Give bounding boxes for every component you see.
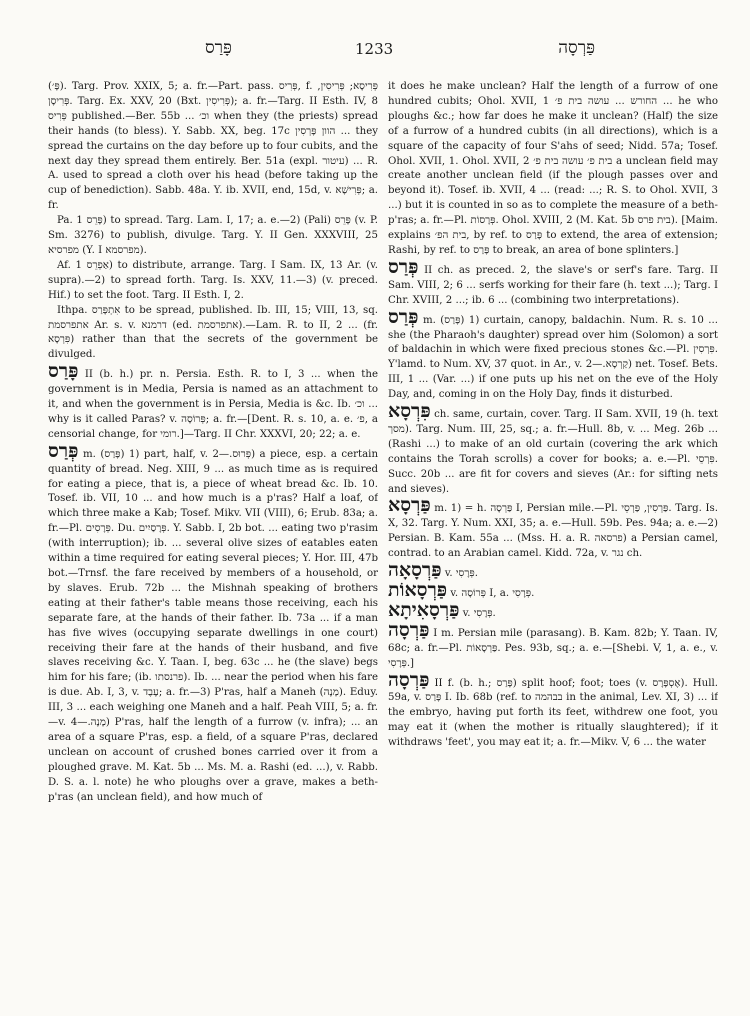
- entry-parsah-i: [388, 618, 718, 672]
- entry-peras-curtain: [388, 305, 718, 403]
- headword: פַּרְסָאָה: [388, 559, 442, 582]
- headword: פַּרְסָאוֹת: [388, 579, 448, 601]
- entry-paras-ii: [48, 360, 378, 443]
- entry-peras-ch: [388, 255, 718, 309]
- headword: פְּרַס: [48, 439, 79, 462]
- entry-parsah-ii: [388, 668, 718, 752]
- entry-text: II ch. as preced. 2, the slave's or serf's fare. Targ. II Sam. VIII, 2; 6 ... serfs working for their fare (h. text ...); Targ. I Chr. XVIII, 2 ...; ib. 6 ... (combining two interpretations).: [388, 264, 718, 306]
- entry-text: v. פְּרָסִי.: [462, 607, 496, 619]
- headword: פַּרְסָאִיתָא: [388, 598, 460, 621]
- entry-pirsa: [388, 400, 718, 497]
- entry-continuation: (פָּ׳). Targ. Prov. XXIX, 5; a. fr.—Part. pass. פְּרִיס, f. פְּרִיסָא; פְּרִיסִין, פְּרִיסָן. Targ. Ex. XXV, 20 (Bxt. פְּרִיסִין); a. fr.—Targ. II Esth. IV, 8 פְּרִיס published.—Ber. 55b ... וכ׳ when they (the priests) spread their hands (to bless). Y. Sabb. XX, beg. 17c הוון פָּרְסִין ... they spread the curtains on the day before up to four cubits, and the next day they spread them entirely. Ber. 51a (expl. עיטור) ... R. A. used to spread a cloth over his head (before taking up the cup of benediction). Sabb. 48a. Y. ib. XVII, end, 15d, v. פְּרִישָׁא; a. fr.: [48, 81, 378, 212]
- headword: פְּרַס: [388, 255, 419, 278]
- entry-text: v. פְּרָסִי.: [444, 568, 478, 580]
- running-head-right: פַּרְסָה: [558, 38, 595, 58]
- left-column: [48, 80, 378, 1005]
- entry-continuation: it does he make unclean? Half the length of a furrow of one hundred cubits; Ohol. XVII, 1 החורש ... עושה בית פ׳ ... he who ploughs &c.; how far does he make it unclean? (Half) the size of a furrow of a hundred cubits (in all directions), which is a square of the capacity of four S'ahs of seed; Nidd. 57a; Tosef. Ohol. XVII, 1. Ohol. XVII, 2 בית פ׳ עושה בית פ׳ a unclean field may create another unclean field (if the plough passes over and beyond it). Tosef. ib. XVII, 4 ... (read: ...; R. S. to Ohol. XVII, 3 ...) but it is counted in so as to complete the measure of a beth-p'ras; a. fr.—Pl. פְּרָסוֹת. Ohol. XVIII, 2 (M. Kat. 5b בית פרס). [Maim. explains בית הפ׳, by ref. to פָּרַס to extend, the area of extension; Rashi, by ref. to פָּרַס to break, an area of bone splinters.]: [388, 81, 718, 256]
- headword: פַּרְסָא: [388, 494, 431, 517]
- entry-text: ch. same, curtain, cover. Targ. II Sam. XVII, 19 (h. text מסך). Targ. Num. III, 25, sq.; a. fr.—Hull. 8b, v. ... Meg. 26b ... (Rashi ...) to make of an old curtain (covering the ark which contains the Torah scrolls) a cover for books; a. e.—Pl. פִּרְסֵי. Succ. 20b ... are fit for covers and sieves (Ar.: for sifting nets and sieves).: [388, 409, 718, 495]
- entry-text: I m. Persian mile (parasang). B. Kam. 82b; Y. Taan. IV, 68c; a. fr.—Pl. פַּרְסָאוֹת. Pes. 93b, sq.; a. e.—[Shebi. V, 1, a. e., v. פְּרָסִי.]: [388, 627, 718, 669]
- headword: פָּרַס: [48, 360, 79, 383]
- headword: פַּרְסָה: [388, 668, 430, 691]
- entry-text: m. 1) = h. פַּרְסָה I, Persian mile.—Pl. פַּרְסִין, פַּרְסֵי. Targ. Is. X, 32. Targ. Y. Num. XXI, 35; a. e.—Hull. 59b. Pes. 94a; a. e.—2) Persian. B. Kam. 55a ... (Mss. H. a. R. פרסאה) a Persian camel, contrad. to an Arabian camel. Kidd. 72a, v. נגר ch.: [388, 503, 718, 560]
- right-column: [388, 80, 718, 1005]
- entry-text: v. פְּרוֹסָה I, a. פְּרָסִי.: [450, 588, 535, 599]
- page-header: [55, 38, 695, 68]
- entry-text: II (b. h.) pr. n. Persia. Esth. R. to I, 3 ... when the government is in Media, Persia is named as an attachment to it, and when the government is in Persia, Media is &c. Ib. וכ׳ ... why is it called Paras? v. פְּרוֹסָה; a. fr.—[Dent. R. s. 10, a. e. פ׳, a censorial change, for רומי.]—Targ. II Chr. XXXVI, 20; 22; a. e.: [48, 369, 378, 440]
- entry-peras: [48, 439, 378, 806]
- entry-text: m. (פָּרַס) 1) part, half, v. פְּרוּס.—2) a piece, esp. a certain quantity of bread. Neg. XIII, 9 ... as much time as is required for eating a piece, that is, a piece of wheat bread &c. Ib. 10. Tosef. ib. VII, 10 ... and how much is a p'ras? Half a loaf, of which three make a Kab; Tosef. Mikv. VII (VIII), 6; Erub. 83a; a. fr.—Pl. פְּרָסִים. Du. פְּרָסַיִים. Y. Sabb. I, 2b bot. ... eating two p'rasim (with interruption); ib. ... several olive sizes of eatables eaten within a time required for eating several pieces; Y. Hor. III, 47b bot.—Trnsf. the fare received by members of a household, or by slaves. Erub. 72b ... the Mishnah speaking of brothers eating at their father's table means those receiving, each his separate fare, at the hands of their father. Ib. 73a ... if a man has five wives (occupying separate dwellings in one court) receiving their fare at the hands of their husband, and five slaves receiving &c. Y. Taan. I, beg. 63c ... he (the slave) begs him for his fare; (ib. פרנסתו). Ib. ... near the period when his fare is due. Ab. I, 3, v. עֶבֶד; a. fr.—3) P'ras, half a Maneh (מָנֶה). Eduy. III, 3 ... each weighing one Maneh and a half. Peah VIII, 5; a. fr.—v. מָנֶה.—4) P'ras, half the length of a furrow (v. infra); ... an area of a square P'ras, esp. a field, of a square P'ras, declared unclean on account of crushed bones carried over it from a ploughed grave. M. Kat. 5b ... Ms. M. a. Rashi (ed. ...), v. Rabb. D. S. a. l. note) he who ploughs over a grave, makes a beth-p'ras (an unclean field), and how much of: [48, 448, 378, 803]
- running-head-left: פָּרַס: [205, 38, 232, 58]
- entry-ithpa: Ithpa. אִתְפָּרַס to be spread, published. Ib. III, 15; VIII, 13, sq. אתפרסמת Ar. s. v. דרמנא (ed. אתפרסמת).—Lam. R. to II, 2 ... (fr. פִּרְסָא) rather than that the secrets of the government be divulged.: [48, 304, 378, 361]
- entry-parsaita: [388, 598, 718, 622]
- entry-text: m. (פָּרַס) 1) curtain, canopy, baldachin. Num. R. s. 10 ... she (the Pharaoh's daughter) spread over him (Solomon) a sort of baldachin in which were fixed precious stones &c.—Pl. פִּרְסִין. Y'lamd. to Num. XV, 37 quot. in Ar., v. קַרְסָא.—2) net. Tosef. Bets. III, 1 ... (Var. ...) if one puts up his net on the eve of the Holy Day, and, coming in on the Holy Day, finds it disturbed.: [388, 314, 718, 401]
- headword: פַּרְסָה: [388, 618, 430, 641]
- headword: פְּרַס: [388, 305, 419, 328]
- headword: פִּרְסָא: [388, 400, 431, 423]
- page-number: 1233: [355, 40, 394, 58]
- entry-af: Af. אַפְרֵס 1) to distribute, arrange. Targ. I Sam. IX, 13 Ar. (v. supra).—2) to spread forth. Targ. Is. XXV, 11.—3) (v. preced. Hif.) to set the foot. Targ. II Esth. I, 2.: [48, 259, 378, 301]
- entry-text: II f. (b. h.; פָּרַס) split hoof; foot; toes (v. אֶסְפָּרָס). Hull. 59a, v. פָּרַס I. Ib. 68b (ref. to בבהמה in the animal, Lev. XI, 3) ... if the embryo, having put forth its feet, withdrew one foot, you may eat it (when the mother is ritually slaughtered); if it withdraws 'feet', you may eat it; a. fr.—Mikv. V, 6 ... the water: [388, 677, 718, 749]
- entry-parsa: [388, 494, 718, 562]
- entry-pa: Pa. פָּרֵס 1) to spread. Targ. Lam. I, 17; a. e.—2) (Pali) פָּרֵס (v. P. Sm. 3276) to publish, divulge. Targ. Y. II Gen. XXXVIII, 25 מפרסיא (Y. I מפרסמא).: [48, 215, 378, 256]
